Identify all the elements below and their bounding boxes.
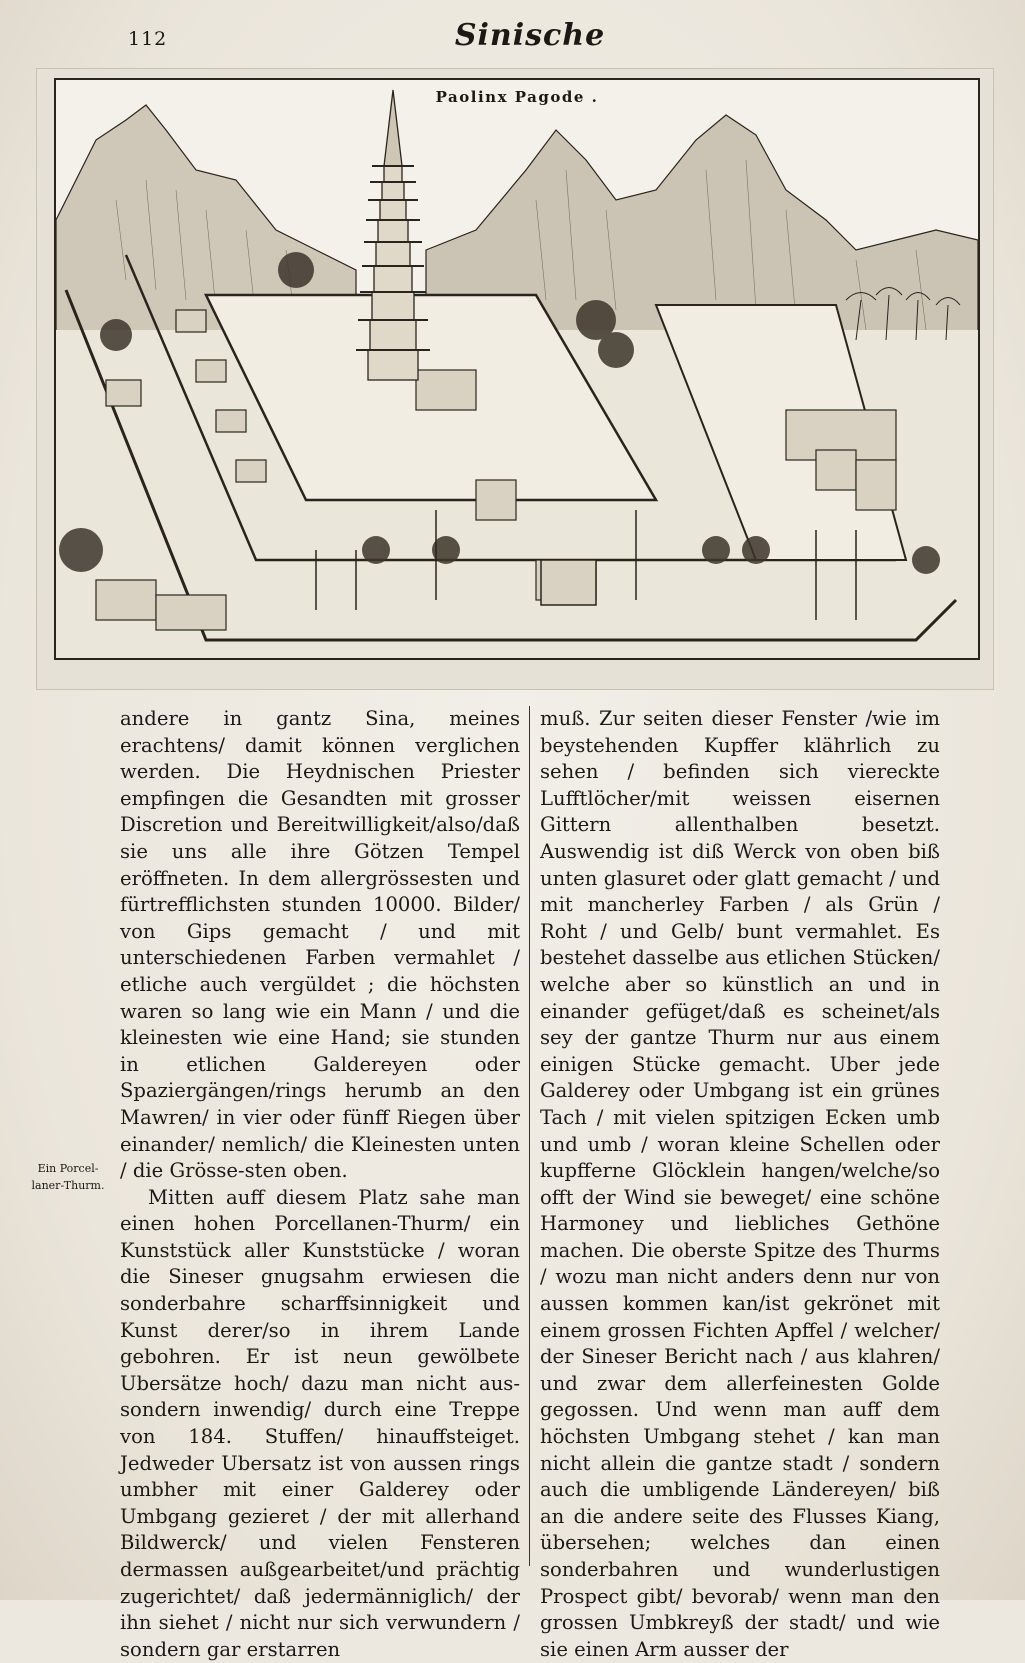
front-gate: [541, 560, 596, 605]
engraving-pagoda-illustration: [54, 78, 980, 660]
marginal-note: [18, 1160, 118, 1194]
text-column-right: [540, 706, 940, 1663]
text-column-left: [120, 706, 520, 1663]
marginal-note-line2: laner-Thurm.: [31, 1179, 105, 1192]
pagoda-scene-svg: [56, 80, 978, 658]
plate-title: Paolinx Pagode .: [435, 88, 599, 106]
left-paragraph-1: andere in gantz Sina, meines erachtens/ damit können verglichen werden. Die Heydnischen Priester empfingen die Gesandten mit grosser Discretion und Bereitwilligkeit/also/daß sie uns alle ihre Götzen Tempel eröffneten. In dem allergrössesten und fürtrefflichsten stunden 10000. Bilder/ von Gips gemacht / und mit unterschiedenen Farben vermahlet / etliche auch vergüldet ; die höchsten waren so lang wie ein Mann / und die kleinesten wie eine Hand; sie stunden in etlichen Galdereyen oder Spaziergängen/rings herumb an den Mawren/ in vier oder fünff Riegen über einander/ nemlich/ die Kleinesten unten / die Grösse-sten oben.: [120, 707, 520, 1183]
running-head: Sinische: [454, 18, 606, 53]
right-paragraph-1: muß. Zur seiten dieser Fenster /wie im beystehenden Kupffer klährlich zu sehen / befinden sich viereckte Lufftlöcher/mit weissen eisernen Gittern allenthalben besetzt. Auswendig ist diß Werck von oben biß unten glasuret oder glatt gemacht / und mit mancherley Farben / als Grün / Roht / und Gelb/ bunt vermahlet. Es bestehet dasselbe aus etlichen Stücken/ welche aber so künstlich an und in einander gefüget/daß es scheinet/als sey der gantze Thurm nur aus einem einigen Stücke gemacht. Uber jede Galderey oder Umbgang ist ein grünes Tach / mit vielen spitzigen Ecken umb und umb / woran kleine Schellen oder kupfferne Glöcklein hangen/welche/so offt der Wind sie beweget/ eine schöne Harmoney und liebliches Gethöne machen. Die oberste Spitze des Thurms / wozu man nicht anders denn nur von aussen kommen kan/ist gekrönet mit einem grossen Fichten Apffel / welcher/ der Sineser Bericht nach / aus klahren/ und zwar dem allerfeinesten Golde gegossen. Und wenn man auff dem höchsten Umbgang stehet / kan man nicht allein die gantze stadt / sondern auch die umbligende Ländereyen/ biß an die andere seite des Flusses Kiang, übersehen; welches dan einen sonderbahren und wunderlustigen Prospect gibt/ bevorab/ wenn man den grossen Umbkreyß der stadt/ und wie sie einen Arm ausser der: [540, 707, 940, 1661]
column-divider: [529, 706, 530, 1566]
marginal-note-line1: Ein Porcel-: [37, 1162, 99, 1175]
page-number: 112: [128, 28, 168, 50]
left-paragraph-2: Mitten auff diesem Platz sahe man einen hohen Porcellanen-Thurm/ ein Kunststück aller Kunststücke / woran die Sineser gnugsahm erwiesen die sonderbahre scharffsinnigkeit und Kunst derer/so in ihrem Lande gebohren. Er ist neun gewölbete Ubersätze hoch/ dazu man nicht aus- sondern inwendig/ durch eine Treppe von 184. Stuffen/ hinauffsteiget. Jedweder Ubersatz ist von aussen rings umbher mit einer Galderey oder Umbgang gezieret / der mit allerhand Bildwerck/ und vielen Fensteren dermassen außgearbeitet/und prächtig zugerichtet/ daß jedermänniglich/ der ihn siehet / nicht nur sich verwundern / sondern gar erstarren: [120, 1185, 520, 1661]
